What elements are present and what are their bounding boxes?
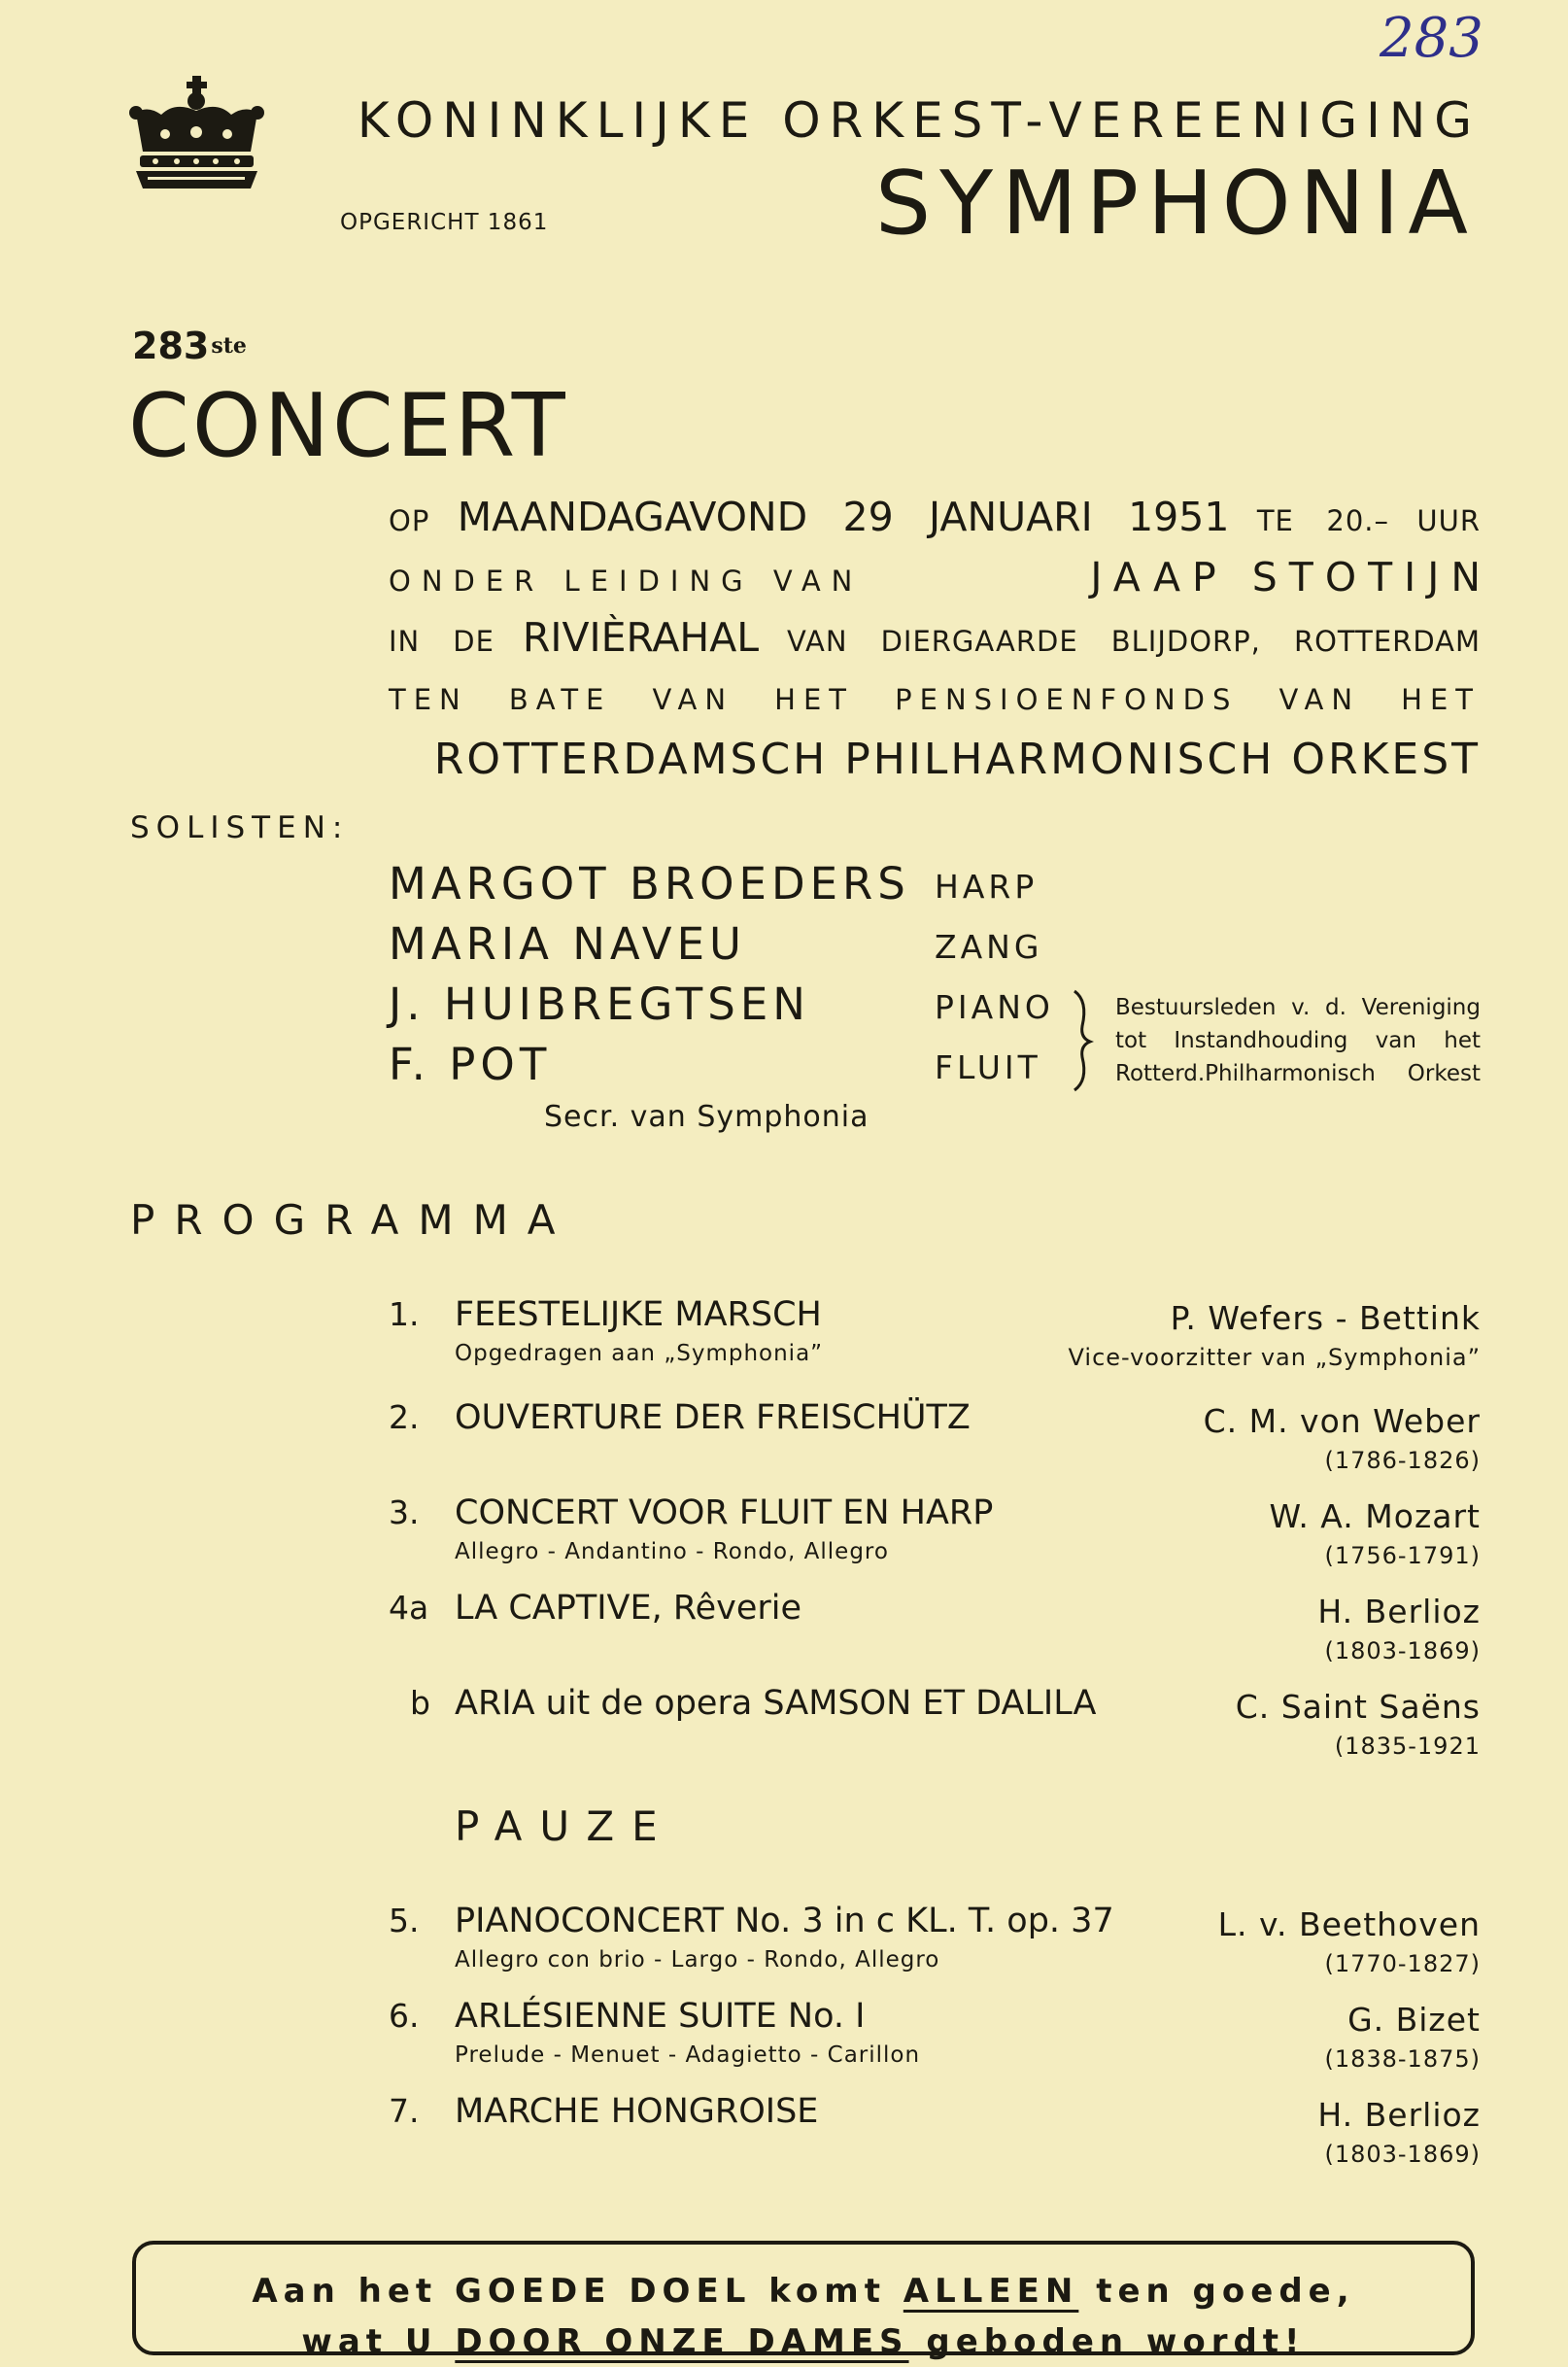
venue-name: RIVIÈRAHAL — [522, 614, 760, 661]
interval-label: PAUZE — [455, 1802, 675, 1850]
composer-dates: (1786-1826) — [1324, 1447, 1481, 1474]
composer-note: Vice-voorzitter van „Symphonia” — [1068, 1344, 1481, 1371]
notice-line-2 — [136, 2318, 1471, 2365]
programme-composer: C. M. von Weber — [1203, 1402, 1481, 1440]
programme-number: 3. — [389, 1493, 420, 1531]
concert-number — [132, 323, 247, 369]
conductor-prefix: ONDER LEIDING VAN — [389, 565, 864, 598]
programme-composer: H. Berlioz — [1317, 1593, 1481, 1630]
notice-text: U — [404, 2322, 438, 2361]
conductor-line — [389, 552, 1492, 606]
composer-dates: (1838-1875) — [1324, 2045, 1481, 2073]
programme-title: ARLÉSIENNE SUITE No. I — [455, 1997, 866, 2036]
programme-label: PROGRAMMA — [130, 1196, 575, 1244]
notice-text: GOEDE DOEL — [455, 2272, 752, 2311]
programme-composer: H. Berlioz — [1317, 2096, 1481, 2134]
board-note-line: tot Instandhouding van het — [1115, 1028, 1481, 1053]
programme-subtitle: Prelude - Menuet - Adagietto - Carillon — [455, 2042, 921, 2068]
notice-emphasis: DOOR ONZE DAMES — [455, 2322, 909, 2361]
notice-text: wat — [301, 2322, 389, 2361]
composer-dates: (1770-1827) — [1324, 1950, 1481, 1977]
notice-text: geboden wordt! — [926, 2322, 1306, 2361]
programme-title: PIANOCONCERT No. 3 in c KL. T. op. 37 — [455, 1902, 1114, 1940]
programme-title: ARIA uit de opera SAMSON ET DALILA — [455, 1684, 1097, 1723]
organization-name: SYMPHONIA — [875, 153, 1477, 255]
composer-dates: (1803-1869) — [1324, 2141, 1481, 2168]
venue-prefix: IN DE — [389, 625, 494, 658]
soloist-name: J. HUIBREGTSEN — [389, 978, 810, 1030]
programme-number: 4a — [389, 1589, 429, 1627]
programme-composer: P. Wefers - Bettink — [1170, 1299, 1481, 1337]
organization-title: KONINKLIJKE ORKEST-VEREENIGING — [357, 92, 1481, 149]
programme-number: 5. — [389, 1902, 420, 1939]
time-suffix: UUR — [1416, 504, 1481, 537]
time-prefix: TE 20.– — [1256, 504, 1389, 537]
soloists-label: SOLISTEN: — [130, 810, 350, 845]
soloist-name: MARIA NAVEU — [389, 918, 746, 970]
notice-text: ten goede, — [1096, 2272, 1355, 2311]
programme-number: 1. — [389, 1295, 420, 1333]
programme-number: 7. — [389, 2092, 420, 2130]
notice-text: komt — [768, 2272, 886, 2311]
concert-title: CONCERT — [128, 375, 568, 477]
programme-composer: C. Saint Saëns — [1235, 1688, 1481, 1726]
date-prefix: OP — [389, 504, 430, 537]
soloist-instrument: PIANO — [935, 988, 1054, 1026]
venue-line — [389, 612, 1481, 671]
venue-suffix: VAN DIERGAARDE BLIJDORP, ROTTERDAM — [787, 625, 1481, 658]
soloist-note: Secr. van Symphonia — [544, 1100, 869, 1134]
concert-number-value: 283 — [132, 325, 210, 367]
conductor-name: JAAP STOTIJN — [1090, 554, 1492, 600]
programme-title: OUVERTURE DER FREISCHÜTZ — [455, 1398, 971, 1437]
soloist-name: MARGOT BROEDERS — [389, 858, 910, 909]
composer-dates: (1756-1791) — [1324, 1542, 1481, 1569]
programme-number: 6. — [389, 1997, 420, 2035]
programme-number: b — [410, 1684, 430, 1722]
composer-dates: (1803-1869) — [1324, 1637, 1481, 1664]
date-line — [389, 492, 1481, 551]
orchestra-name: ROTTERDAMSCH PHILHARMONISCH ORKEST — [433, 735, 1481, 784]
notice-line-1 — [136, 2268, 1471, 2315]
concert-date: MAANDAGAVOND 29 JANUARI 1951 — [457, 494, 1230, 540]
board-note-line: Rotterd.Philharmonisch Orkest — [1115, 1061, 1481, 1086]
soloist-instrument: HARP — [935, 868, 1039, 906]
benefit-line: TEN BATE VAN HET PENSIOENFONDS VAN HET — [389, 683, 1481, 716]
programme-composer: L. v. Beethoven — [1217, 1905, 1481, 1943]
board-note-line: Bestuursleden v. d. Vereniging — [1115, 995, 1481, 1020]
composer-dates: (1835-1921 — [1334, 1732, 1481, 1760]
concert-number-suffix: ste — [211, 333, 247, 359]
brace-icon — [1069, 987, 1096, 1094]
programme-composer: W. A. Mozart — [1269, 1497, 1481, 1535]
soloist-name: F. POT — [389, 1039, 552, 1090]
programme-title: CONCERT VOOR FLUIT EN HARP — [455, 1493, 994, 1532]
soloist-instrument: FLUIT — [935, 1048, 1041, 1086]
notice-text: Aan het — [252, 2272, 438, 2311]
programme-subtitle: Allegro con brio - Largo - Rondo, Allegro — [455, 1947, 940, 1972]
programme-title: LA CAPTIVE, Rêverie — [455, 1589, 802, 1628]
programme-title: MARCHE HONGROISE — [455, 2092, 819, 2131]
programme-number: 2. — [389, 1398, 420, 1436]
programme-subtitle: Allegro - Andantino - Rondo, Allegro — [455, 1539, 889, 1564]
programme-title: FEESTELIJKE MARSCH — [455, 1295, 822, 1334]
notice-emphasis: ALLEEN — [903, 2272, 1079, 2311]
programme-composer: G. Bizet — [1347, 2001, 1481, 2039]
handwritten-number: 283 — [1380, 7, 1483, 70]
programme-subtitle: Opgedragen aan „Symphonia” — [455, 1341, 824, 1366]
soloist-instrument: ZANG — [935, 928, 1043, 966]
crown-icon — [126, 76, 267, 192]
founding-year: OPGERICHT 1861 — [340, 210, 549, 235]
